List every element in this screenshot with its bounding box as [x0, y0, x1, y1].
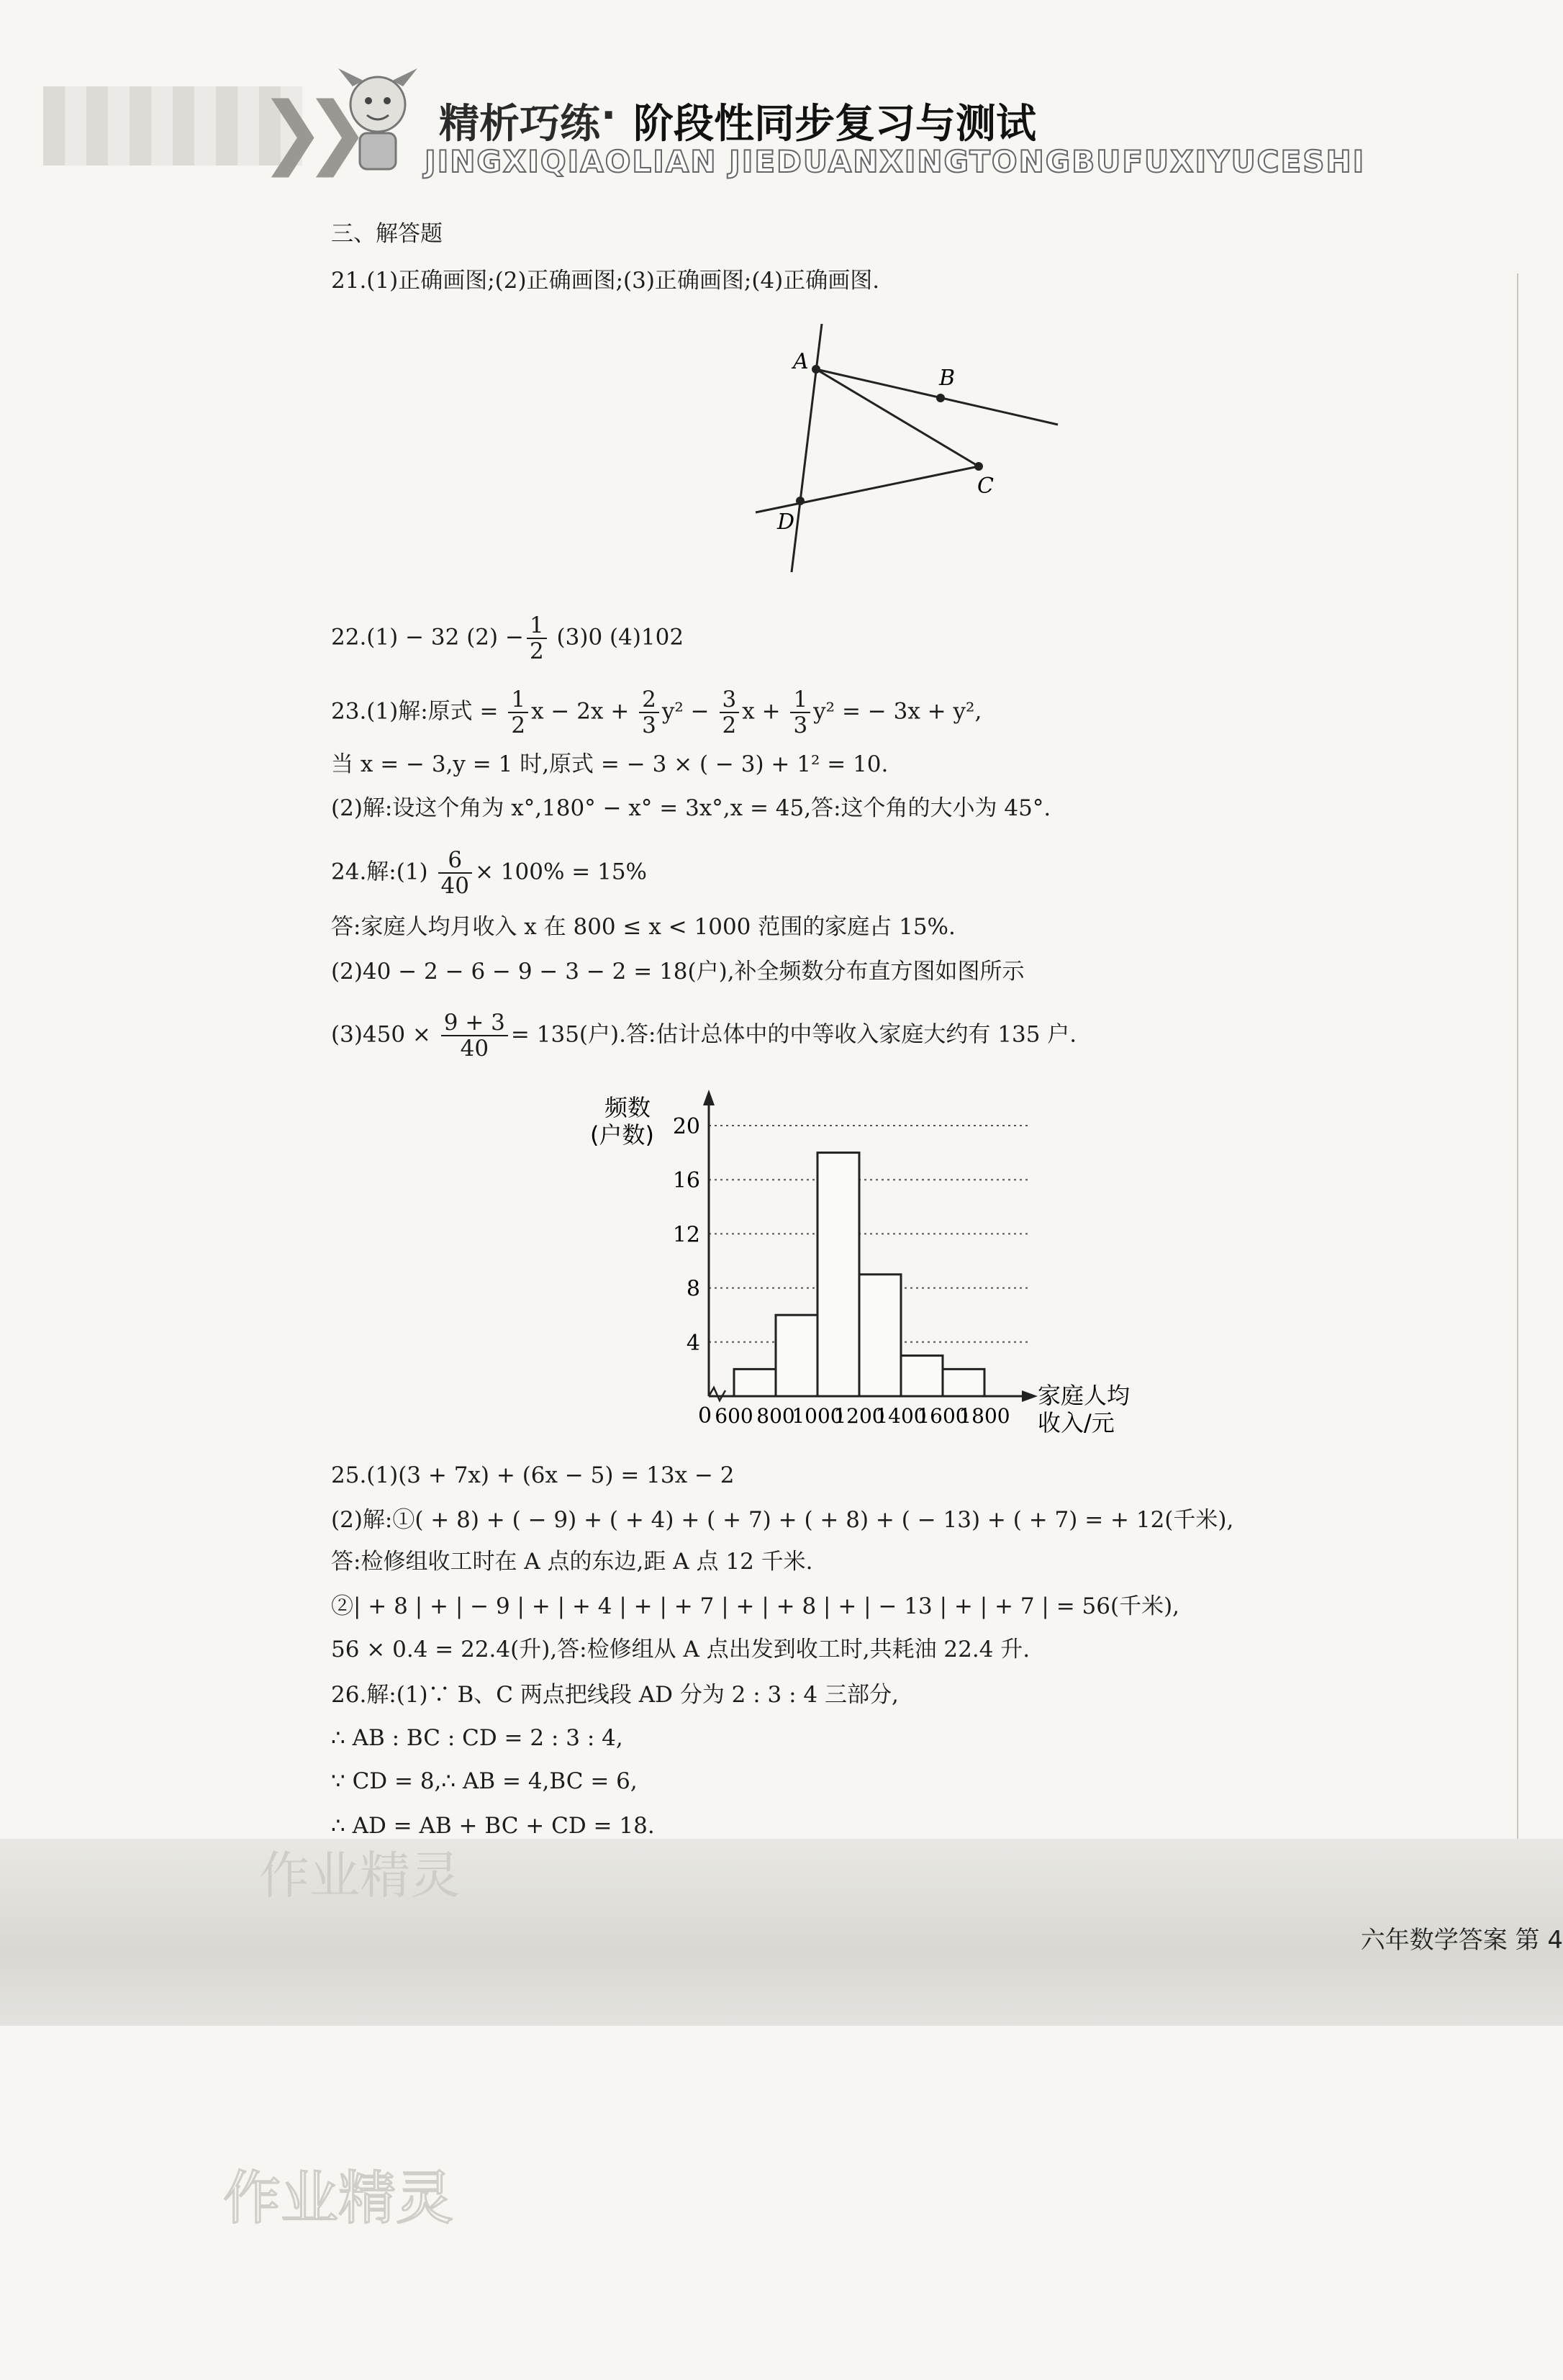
chart-axis-break-icon	[709, 1388, 725, 1401]
chart-y-tick-label: 12	[672, 1222, 700, 1248]
q24-frac1-num: 6	[438, 848, 472, 874]
q23-frac2-den: 3	[642, 712, 656, 738]
header-title-a: 精析巧练	[439, 101, 600, 148]
q22-line	[331, 613, 684, 664]
q22-prefix: 22.(1) − 32 (2) −	[331, 624, 524, 651]
q23-frac3-num: 3	[720, 687, 740, 713]
q23-frac2	[639, 687, 659, 738]
q23-l1-b: x − 2x +	[531, 698, 630, 725]
section-heading: 三、解答题	[331, 221, 443, 247]
chart-ylabel-2: (户数)	[590, 1121, 654, 1149]
watermark-bottom: 作业精灵	[223, 2165, 453, 2232]
q23-l1-e: y² = − 3x + y²,	[813, 698, 982, 725]
q26-line1: 26.解:(1)∵ B、C 两点把线段 AD 分为 2 : 3 : 4 三部分,	[331, 1682, 899, 1708]
page-footer-band	[0, 1839, 1563, 2026]
q24-l1-b: × 100% = 15%	[474, 859, 648, 885]
mascot-icon	[324, 65, 432, 180]
segment-cd	[756, 466, 979, 512]
chart-xlabel-1: 家庭人均	[1038, 1382, 1131, 1409]
q24-line1	[331, 848, 647, 898]
q23-frac4-num: 1	[790, 687, 810, 713]
chart-y-tick-label: 20	[672, 1114, 700, 1139]
header-title-dot: ·	[601, 92, 617, 139]
chart-x-ticks	[715, 1404, 1010, 1428]
q21-text: 21.(1)正确画图;(2)正确画图;(3)正确画图;(4)正确画图.	[331, 268, 880, 294]
label-d: D	[777, 510, 795, 535]
chevrons-decoration-icon: ❯❯	[259, 85, 349, 177]
q22-suffix: (3)0 (4)102	[549, 624, 684, 651]
q24-frac2	[441, 1010, 508, 1061]
chart-bar	[943, 1369, 984, 1396]
point-b	[936, 394, 945, 402]
chart-x-tick-label: 1200	[833, 1404, 885, 1428]
point-d	[796, 497, 805, 505]
watermark-top: 作业精灵	[259, 1846, 461, 1905]
q23-line1	[331, 687, 982, 738]
q25-line5: 56 × 0.4 = 22.4(升),答:检修组从 A 点出发到收工时,共耗油 22.4 升.	[331, 1637, 1030, 1662]
chart-x-tick-label: 600	[715, 1404, 753, 1428]
label-a: A	[793, 349, 809, 374]
chart-x-tick-label: 1800	[959, 1404, 1010, 1428]
q24-line3: (2)40 − 2 − 6 − 9 − 3 − 2 = 18(户),补全频数分布直方图如图所示	[331, 959, 1025, 985]
q25-line1: 25.(1)(3 + 7x) + (6x − 5) = 13x − 2	[331, 1462, 735, 1488]
q23-line3: (2)解:设这个角为 x°,180° − x° = 3x°,x = 45,答:这个角的大小为 45°.	[331, 795, 1051, 821]
label-c: C	[977, 474, 994, 499]
header-pinyin: JINGXIQIAOLIAN JIEDUANXINGTONGBUFUXIYUCESHI	[425, 144, 1366, 179]
chart-x-tick-label: 1000	[792, 1404, 843, 1428]
chart-bar	[901, 1356, 943, 1396]
q24-l4-a: (3)450 ×	[331, 1021, 431, 1048]
q23-frac4-den: 3	[793, 712, 808, 738]
q23-frac3	[720, 687, 740, 738]
page-edge-rule	[1517, 273, 1518, 1842]
q24-frac1	[438, 848, 472, 898]
q25-line4: ②| + 8 | + | − 9 | + | + 4 | + | + 7 | + | + 8 | + | − 13 | + | + 7 | = 56(千米),	[331, 1593, 1180, 1619]
q23-l1-d: x +	[742, 698, 781, 725]
chart-bars	[734, 1153, 984, 1396]
chart-x-tick-label: 800	[756, 1404, 795, 1428]
chart-x-tick-label: 1400	[875, 1404, 927, 1428]
header-title-b: 阶段性同步复习与测试	[633, 101, 1036, 148]
q23-frac1	[508, 687, 528, 738]
chart-y-tick-label: 16	[672, 1168, 700, 1194]
chart-x-tick-label: 1600	[917, 1404, 969, 1428]
q24-frac2-den: 40	[460, 1036, 489, 1062]
q24-l4-b: = 135(户).答:估计总体中的中等收入家庭大约有 135 户.	[510, 1021, 1077, 1048]
q25-line3: 答:检修组收工时在 A 点的东边,距 A 点 12 千米.	[331, 1549, 813, 1575]
q26-line4: ∴ AD = AB + BC + CD = 18.	[331, 1813, 655, 1839]
q22-frac-den: 2	[529, 638, 544, 664]
q24-l1-a: 24.解:(1)	[331, 859, 428, 885]
q22-fraction	[527, 613, 547, 664]
q23-frac1-num: 1	[508, 687, 528, 713]
chart-bar	[817, 1153, 859, 1396]
q26-line2: ∴ AB : BC : CD = 2 : 3 : 4,	[331, 1725, 623, 1751]
chart-xlabel-2: 收入/元	[1038, 1409, 1115, 1436]
q24-frac1-den: 40	[440, 873, 469, 899]
chart-bar	[776, 1315, 817, 1396]
label-b: B	[939, 366, 956, 391]
chart-origin-label: 0	[698, 1403, 712, 1429]
q23-line2: 当 x = − 3,y = 1 时,原式 = − 3 × ( − 3) + 1² = 10.	[331, 751, 889, 777]
q24-line4	[331, 1010, 1077, 1061]
q21-figure	[741, 324, 1079, 583]
q23-frac2-num: 2	[639, 687, 659, 713]
q23-l1-a: 23.(1)解:原式 =	[331, 698, 499, 725]
chart-bar	[859, 1275, 901, 1396]
q22-frac-num: 1	[527, 613, 547, 639]
q26-line3: ∵ CD = 8,∴ AB = 4,BC = 6,	[331, 1768, 638, 1794]
chart-y-tick-label: 8	[686, 1276, 700, 1302]
histogram-chart	[561, 1080, 1209, 1454]
point-a	[812, 365, 820, 374]
chart-ylabel-1: 频数	[604, 1094, 651, 1121]
q24-line2: 答:家庭人均月收入 x 在 800 ≤ x < 1000 范围的家庭占 15%.	[331, 914, 956, 940]
page-header	[0, 0, 1563, 202]
chart-y-tick-label: 4	[686, 1330, 700, 1356]
q24-frac2-num: 9 + 3	[441, 1010, 508, 1036]
chart-bar	[734, 1369, 776, 1396]
q23-frac3-den: 2	[722, 712, 737, 738]
chart-y-ticks	[673, 1114, 700, 1356]
q23-frac4	[790, 687, 810, 738]
q23-l1-c: y² −	[661, 698, 710, 725]
point-c	[974, 462, 983, 471]
chart-y-axis-arrow-icon	[703, 1090, 715, 1105]
footer-page-label: 六年数学答案 第 4	[1360, 1926, 1563, 1955]
q25-line2: (2)解:①( + 8) + ( − 9) + ( + 4) + ( + 7) + ( + 8) + ( − 13) + ( + 7) = + 12(千米),	[331, 1507, 1234, 1533]
chart-x-axis-arrow-icon	[1022, 1390, 1038, 1402]
q23-frac1-den: 2	[511, 712, 526, 738]
